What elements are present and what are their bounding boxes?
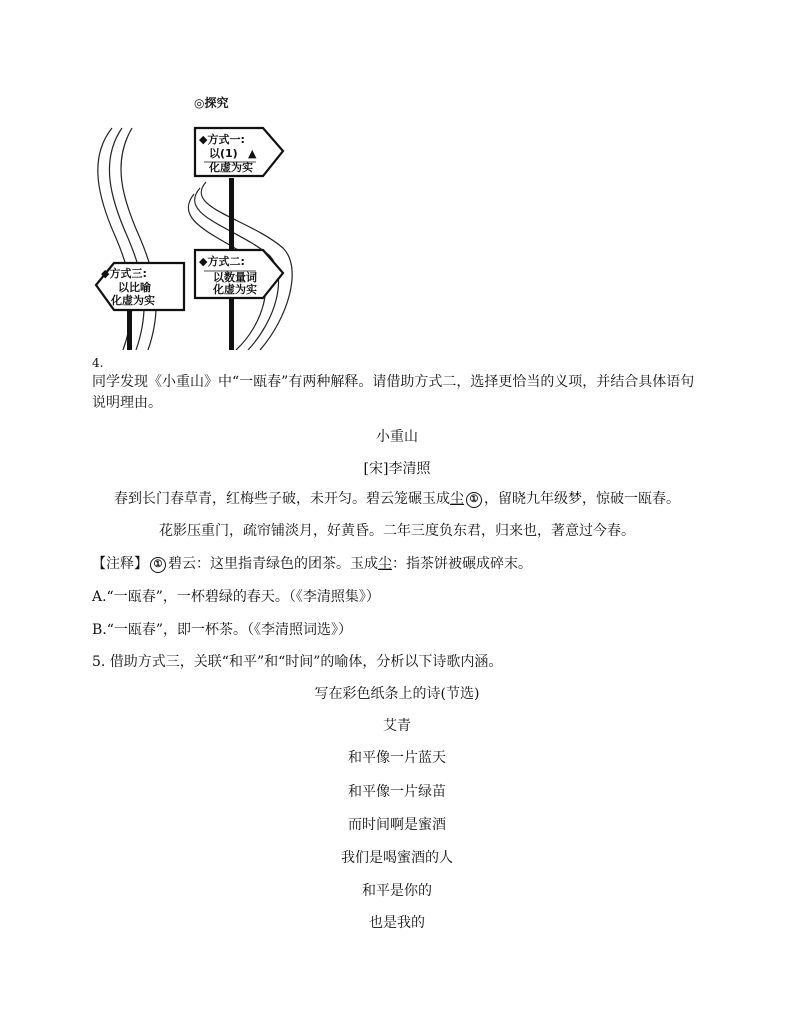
poem-line-1 [0,488,794,508]
annotation-label: 【注释】 [92,556,148,572]
question-4-text: 同学发现《小重山》中“一瓯春”有两种解释。请借助方式二，选择更恰当的义项，并结合具体语句说明理由。 [92,374,695,411]
exploration-figure [88,88,308,350]
road-line [109,128,144,350]
poem-2-line: 而时间啊是蜜酒 [348,817,446,833]
sign2-line2: 以数量词 [213,271,257,284]
annotation-part-a: 碧云：这里指青绿色的团茶。玉成 [168,556,378,572]
poem-2-line: 和平像一片蓝天 [348,750,446,766]
sign3-line2: 以比喻 [118,281,151,294]
question-4-number: 4. [92,356,104,370]
underlined-char: 尘 [450,491,464,507]
poem-2-line: 我们是喝蜜酒的人 [341,850,453,866]
poem-author: [宋]李清照 [363,461,431,477]
poem-line-1-part-a: 春到长门春草青，红梅些子破，未开匀。碧云笼碾玉成 [114,491,450,507]
poem-2-line: 也是我的 [369,915,425,931]
sign2-line1: ◆方式二: [199,255,245,268]
poem-title: 小重山 [376,429,418,445]
annotation [92,553,532,573]
poem-2-line: 和平是你的 [362,883,432,899]
sign3-line3: 化虚为实 [111,294,155,307]
sign1-line2: 以(1) [209,147,238,160]
underlined-char: 尘 [378,556,392,572]
poem-line-2: 花影压重门，疏帘铺淡月，好黄昏。二年三度负东君，归来也，著意过今春。 [159,523,635,539]
poem-2-author: 艾青 [383,718,411,734]
option-b: B.“一瓯春”，即一杯茶。（《李清照词选》） [92,622,353,638]
sign1-line3: 化虚为实 [209,161,253,174]
sign-post [127,308,132,350]
road-line [98,128,132,350]
footnote-marker: ① [150,557,166,573]
poem-line-1-part-b: ，留晓九年级梦，惊破一瓯春。 [484,491,680,507]
annotation-part-b: ：指茶饼被碾成碎末。 [392,556,532,572]
question-5-text: 5. 借助方式三，关联“和平”和“时间”的喻体，分析以下诗歌内涵。 [92,654,503,670]
sign1-line1: ◆方式一: [199,133,245,146]
sign2-line3: 化虚为实 [213,283,257,296]
footnote-marker: ① [466,492,482,508]
option-a: A.“一瓯春”，一杯碧绿的春天。（《李清照集》） [92,589,380,605]
poem-2-title: 写在彩色纸条上的诗(节选) [314,686,480,702]
road-line [121,128,156,350]
figure-heading: ◎探究 [194,96,229,110]
sign3-line1: ◆方式三: [101,267,147,280]
triangle-icon: ▲ [248,147,257,160]
poem-2-line: 和平像一片绿苗 [348,784,446,800]
